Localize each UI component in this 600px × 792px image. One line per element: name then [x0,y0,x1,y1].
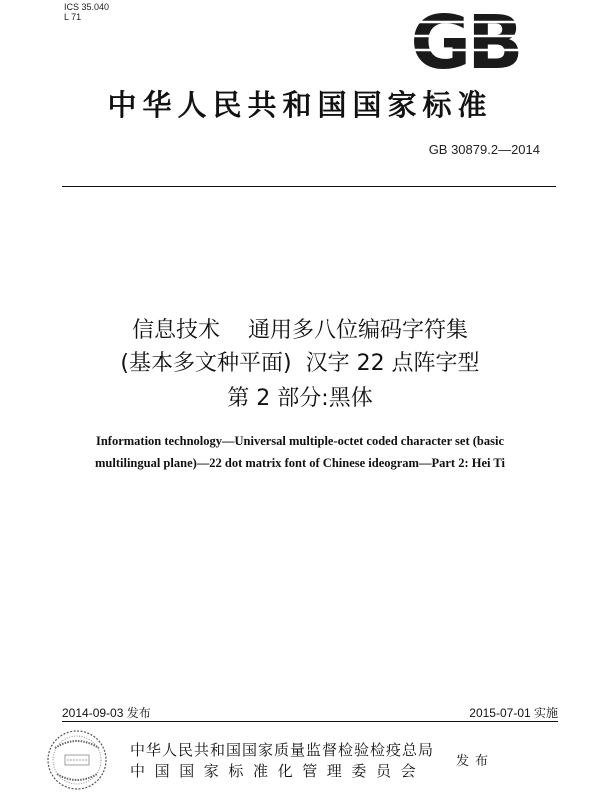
english-title-line-1: Information technology—Universal multiple-octet coded character set (basic [95,434,505,448]
official-seal-icon [45,728,109,792]
gb-logo [400,6,530,76]
header-divider [62,186,556,187]
standard-number: GB 30879.2—2014 [428,142,540,157]
publish-label: 发布 [456,754,495,769]
implementation-date: 2015-07-01 实施 [469,706,558,720]
gb-logo-text: GB [410,6,520,76]
ics-code: ICS 35.040 [64,2,110,12]
english-title-line-2: multilingual plane)—22 dot matrix font of Chinese ideogram—Part 2: Hei Ti [95,456,505,470]
issuer-sac: 中国国家标准化管理委员会 [130,762,426,780]
chinese-title-line-3: 第 2 部分:黑体 [227,386,373,411]
issuer-aqsiq: 中华人民共和国国家质量监督检验检疫总局 [130,741,435,759]
chinese-title-line-1: 信息技术 通用多八位编码字符集 [132,318,468,343]
standard-type-heading: 中华人民共和国国家标准 [107,88,493,122]
issue-date: 2014-09-03 发布 [62,706,151,720]
ccs-code: L 71 [64,12,82,22]
chinese-title-line-2: (基本多文种平面) 汉字 22 点阵字型 [120,351,480,376]
classification-codes [64,2,109,22]
footer-divider [62,721,558,722]
